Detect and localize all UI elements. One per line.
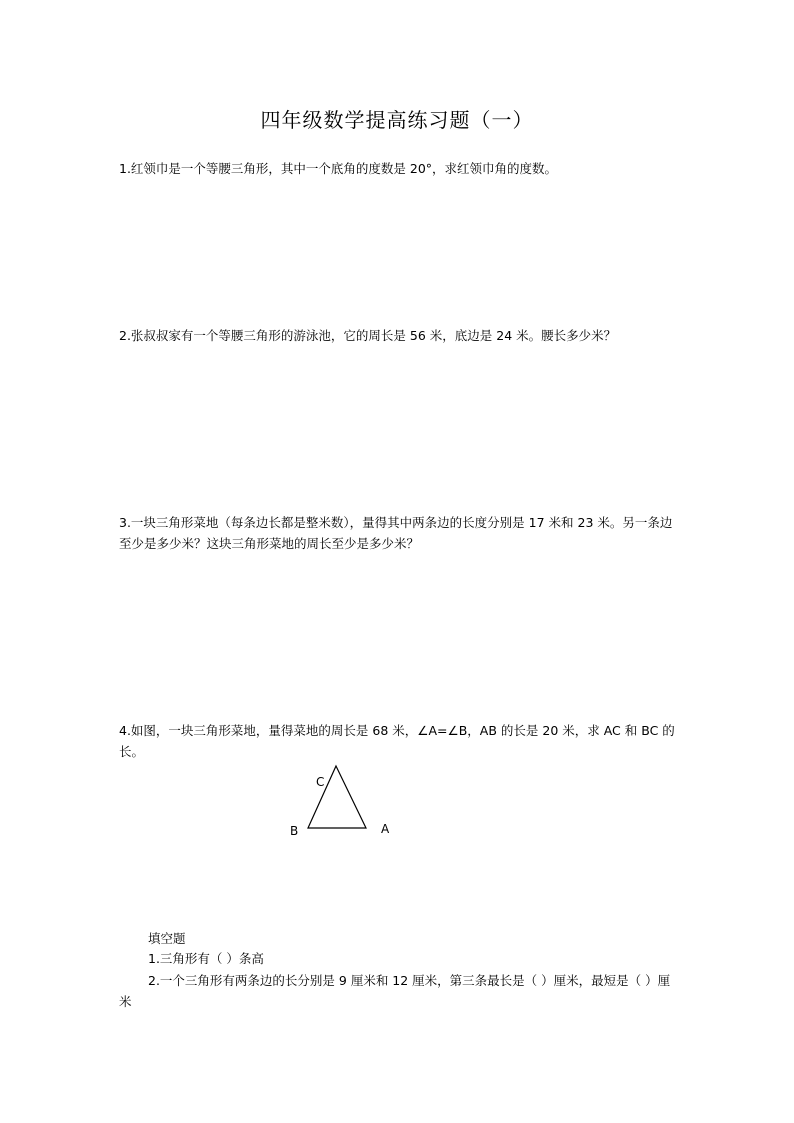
fill-item-2: 2.一个三角形有两条边的长分别是 9 厘米和 12 厘米，第三条最长是（ ）厘米，最短是（ ）厘米 [119,973,671,1009]
page-title: 四年级数学提高练习题（一） [260,108,534,132]
question-3: 3.一块三角形菜地（每条边长都是整米数），量得其中两条边的长度分别是 17 米和 23 米。另一条边至少是多少米？这块三角形菜地的周长至少是多少米？ [119,515,673,551]
vertex-label-a: A [381,822,390,836]
vertex-label-b: B [290,824,299,838]
fill-section-heading: 填空题 [148,931,186,946]
fill-item-1: 1.三角形有（ ）条高 [148,951,264,966]
triangle-figure [284,764,404,844]
question-2: 2.张叔叔家有一个等腰三角形的游泳池，它的周长是 56 米，底边是 24 米。腰长多少米？ [119,328,617,343]
question-4: 4.如图，一块三角形菜地，量得菜地的周长是 68 米，∠A=∠B，AB 的长是 20 米，求 AC 和 BC 的长。 [119,723,675,759]
vertex-label-c: C [316,775,325,789]
question-1: 1.红领巾是一个等腰三角形，其中一个底角的度数是 20°，求红领巾角的度数。 [119,161,558,176]
